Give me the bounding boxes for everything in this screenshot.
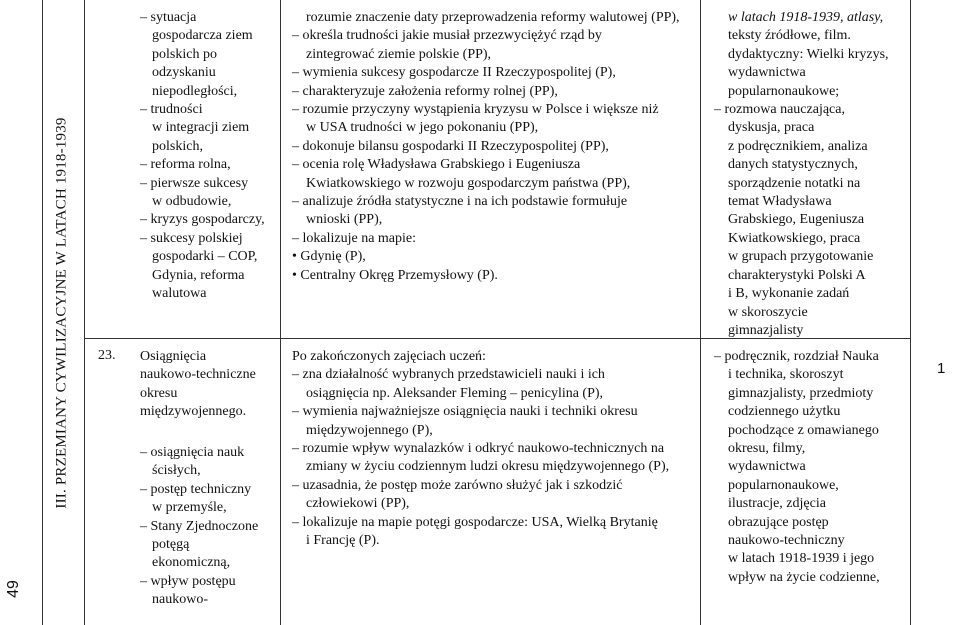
list-item: dydaktyczny: Wielki kryzys, <box>728 46 889 62</box>
list-item: w latach 1918-1939, atlasy, <box>728 10 884 25</box>
list-item: – uzasadnia, że postęp może zarówno służyć jak i szkodzić <box>292 477 623 493</box>
list-item: wnioski (PP), <box>306 212 383 228</box>
list-item: ekonomiczną, <box>152 555 231 571</box>
list-item: Grabskiego, Eugeniusza <box>728 212 865 228</box>
list-item: teksty źródłowe, film. <box>728 28 851 44</box>
list-item: – kryzys gospodarczy, <box>140 212 265 228</box>
list-item: Gdynia, reforma <box>152 267 245 283</box>
list-intro: Po zakończonych zajęciach uczeń: <box>292 349 486 364</box>
list-item: – trudności <box>140 102 203 118</box>
list-item: potęgą <box>152 537 190 553</box>
list-item: gospodarki – COP, <box>152 249 258 265</box>
table-border-right <box>910 0 911 625</box>
table-divider-3 <box>700 0 701 625</box>
list-item: pochodzące z omawianego <box>728 422 879 438</box>
list-item: z podręcznikiem, analiza <box>728 138 868 154</box>
lesson-title-line: naukowo-techniczne <box>140 367 256 383</box>
list-item: gimnazjalisty <box>728 322 804 338</box>
row2-outcomes <box>292 348 669 550</box>
list-item: • Gdynię (P), <box>292 249 366 265</box>
row2-title <box>140 348 256 422</box>
lesson-title-line: Osiągnięcia <box>140 349 207 364</box>
lesson-title-line: międzywojennego. <box>140 404 247 420</box>
list-item: i technika, skoroszyt <box>728 367 844 383</box>
list-item: dyskusja, praca <box>728 120 815 136</box>
list-item: – rozumie wpływ wynalazków i odkryć naukowo-technicznych na <box>292 441 665 457</box>
list-item: okresu, filmy, <box>728 441 806 457</box>
row1-topics <box>138 9 265 304</box>
list-item: sporządzenie notatki na <box>728 175 861 191</box>
list-item: rozumie znaczenie daty przeprowadzenia reformy walutowej (PP), <box>306 10 680 25</box>
margin-number: 1 <box>937 360 946 377</box>
list-item: walutowa <box>152 286 207 302</box>
list-item: osiągnięcia np. Aleksander Fleming – penicylina (P), <box>306 385 604 401</box>
list-item: wydawnictwa <box>728 459 806 475</box>
list-item: wydawnictwa <box>728 65 806 81</box>
page-number: 49 <box>5 580 22 598</box>
list-item: – rozumie przyczyny wystąpienia kryzysu w Polsce i większe niż <box>292 102 659 118</box>
list-item: danych statystycznych, <box>728 157 858 173</box>
row2-topics <box>140 444 258 610</box>
lesson-title-line: okresu <box>140 385 178 401</box>
list-item: • Centralny Okręg Przemysłowy (P). <box>292 267 498 283</box>
section-title: III. PRZEMIANY CYWILIZACYJNE W LATACH 1918-1939 <box>53 116 70 509</box>
list-item: – charakteryzuje założenia reformy rolnej (PP), <box>292 83 558 99</box>
table-divider-2 <box>280 0 281 625</box>
list-item: i Francję (P). <box>306 533 380 549</box>
list-item: – wpływ postępu <box>140 573 236 589</box>
list-item: polskich, <box>152 138 203 154</box>
list-item: wpływ na życie codzienne, <box>728 569 880 585</box>
lesson-number: 23. <box>98 348 116 363</box>
list-item: popularnonaukowe, <box>728 477 839 493</box>
list-item: – określa trudności jakie musiał przezwyciężyć rząd by <box>292 28 602 44</box>
list-item: – osiągnięcia nauk <box>140 445 245 460</box>
table-divider-1 <box>84 0 85 625</box>
list-item: w USA trudności w jego pokonaniu (PP), <box>306 120 539 136</box>
list-item: – wymienia najważniejsze osiągnięcia nauki i techniki okresu <box>292 404 638 420</box>
list-item: obrazujące postęp <box>728 514 829 530</box>
list-item: zmiany w życiu codziennym ludzi okresu międzywojennego (P), <box>306 459 670 475</box>
list-item: i B, wykonanie zadań <box>728 286 850 302</box>
list-item: ilustracje, zdjęcia <box>728 496 826 512</box>
list-item: naukowo- <box>152 592 208 608</box>
list-item: charakterystyki Polski A <box>728 267 866 283</box>
list-item: gimnazjalisty, przedmioty <box>728 385 874 401</box>
list-item: ścisłych, <box>152 463 201 479</box>
list-item: niepodległości, <box>152 83 238 99</box>
list-item: – postęp techniczny <box>140 481 252 497</box>
list-item: – reforma rolna, <box>140 157 231 173</box>
list-item: w przemyśle, <box>152 500 227 516</box>
list-item: – analizuje źródła statystyczne i na ich podstawie formułuje <box>292 194 628 210</box>
list-item: – sytuacja <box>140 10 197 25</box>
list-item: polskich po <box>152 46 217 62</box>
list-item: człowiekowi (PP), <box>306 496 410 512</box>
list-item: – wymienia sukcesy gospodarcze II Rzeczypospolitej (P), <box>292 65 616 81</box>
list-item: Kwiatkowskiego w rozwoju gospodarczym państwa (PP), <box>306 175 631 191</box>
table-border-left <box>42 0 43 625</box>
list-item: – podręcznik, rozdział Nauka <box>714 349 879 364</box>
list-item: Kwiatkowskiego, praca <box>728 230 861 246</box>
list-item: temat Władysława <box>728 194 832 210</box>
list-item: – sukcesy polskiej <box>140 230 243 246</box>
list-item: – zna działalność wybranych przedstawicieli nauki i ich <box>292 367 605 383</box>
row1-methods <box>714 9 889 340</box>
list-item: naukowo-techniczny <box>728 533 845 549</box>
row1-outcomes <box>292 9 680 285</box>
list-item: popularnonaukowe; <box>728 83 840 99</box>
list-item: – lokalizuje na mapie potęgi gospodarcze: USA, Wielką Brytanię <box>292 514 658 530</box>
list-item: w latach 1918-1939 i jego <box>728 551 875 567</box>
list-item: odzyskaniu <box>152 65 216 81</box>
list-item: codziennego użytku <box>728 404 841 420</box>
list-item: – ocenia rolę Władysława Grabskiego i Eugeniusza <box>292 157 581 173</box>
list-item: w grupach przygotowanie <box>728 249 874 265</box>
list-item: w odbudowie, <box>152 194 232 210</box>
row2-methods <box>714 348 880 587</box>
list-item: – dokonuje bilansu gospodarki II Rzeczypospolitej (PP), <box>292 138 609 154</box>
list-item: – lokalizuje na mapie: <box>292 230 417 246</box>
list-item: w skoroszycie <box>728 304 808 320</box>
list-item: – Stany Zjednoczone <box>140 518 259 534</box>
list-item: – pierwsze sukcesy <box>140 175 249 191</box>
list-item: międzywojennego (P), <box>306 422 433 438</box>
list-item: zintegrować ziemie polskie (PP), <box>306 46 492 62</box>
list-item: gospodarcza ziem <box>152 28 253 44</box>
list-item: – rozmowa nauczająca, <box>714 102 845 118</box>
list-item: w integracji ziem <box>152 120 250 136</box>
